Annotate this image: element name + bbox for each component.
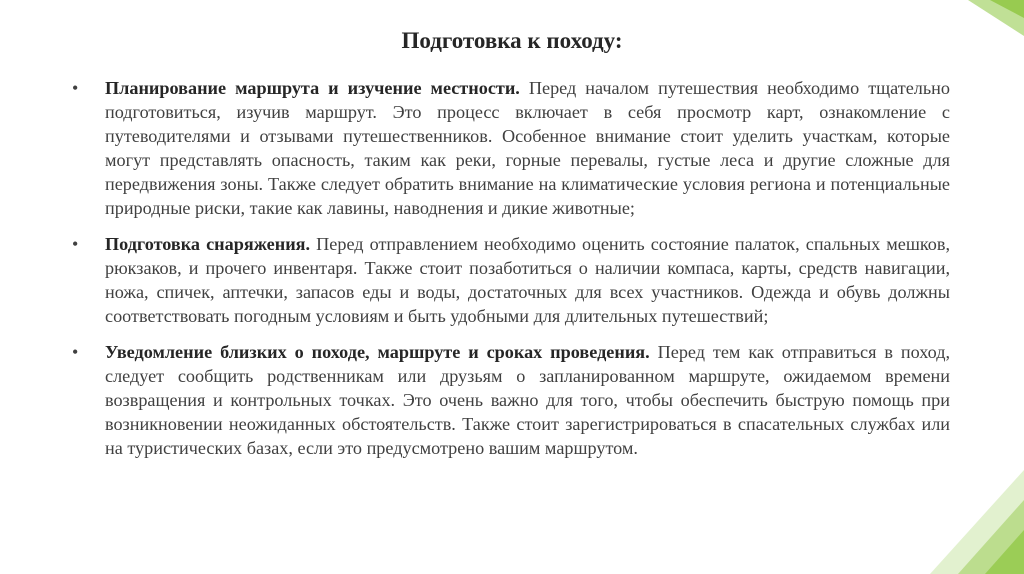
item-heading: Уведомление близких о походе, маршруте и сроках проведения.	[105, 342, 658, 362]
bullet-icon: •	[72, 342, 79, 362]
slide-title: Подготовка к походу:	[401, 28, 623, 53]
item-text: Перед отправлением необходимо оценить состояние палаток, спальных мешков, рюкзаков, и прочего инвентаря. Также стоит позаботиться о наличии компаса, карты, средств навигации, ножа, спичек, аптечки, запасов еды и воды, достаточных для всех участников. Одежда и обувь должны соответствовать погодным условиям и быть удобными для длительных путешествий;	[105, 234, 951, 326]
list-item	[72, 76, 950, 220]
item-heading: Планирование маршрута и изучение местности.	[105, 78, 529, 98]
item-heading: Подготовка снаряжения.	[105, 234, 317, 254]
item-text: Перед тем как отправиться в поход, следует сообщить родственникам или друзьям о запланированном маршруте, ожидаемом времени возвращения и контрольных точках. Это очень важно для того, чтобы обеспечить быструю помощь при возникновении неожиданных обстоятельств. Также стоит зарегистрироваться в спасательных службах или на туристических базах, если это предусмотрено вашим маршрутом.	[105, 342, 950, 458]
list-item	[72, 232, 950, 328]
bullet-icon: •	[72, 78, 79, 98]
item-text: Перед началом путешествия необходимо тщательно подготовиться, изучив маршрут. Это процесс включает в себя просмотр карт, ознакомление с путеводителями и отзывами путешественников. Особенное внимание стоит уделить участкам, которые могут представлять опасность, таким как реки, горные перевалы, густые леса и другие сложные для передвижения зоны. Также следует обратить внимание на климатические условия региона и потенциальные природные риски, такие как лавины, наводнения и дикие животные;	[105, 78, 950, 218]
list-item	[72, 340, 950, 460]
bullet-icon: •	[72, 234, 79, 254]
bullet-list	[72, 76, 950, 472]
